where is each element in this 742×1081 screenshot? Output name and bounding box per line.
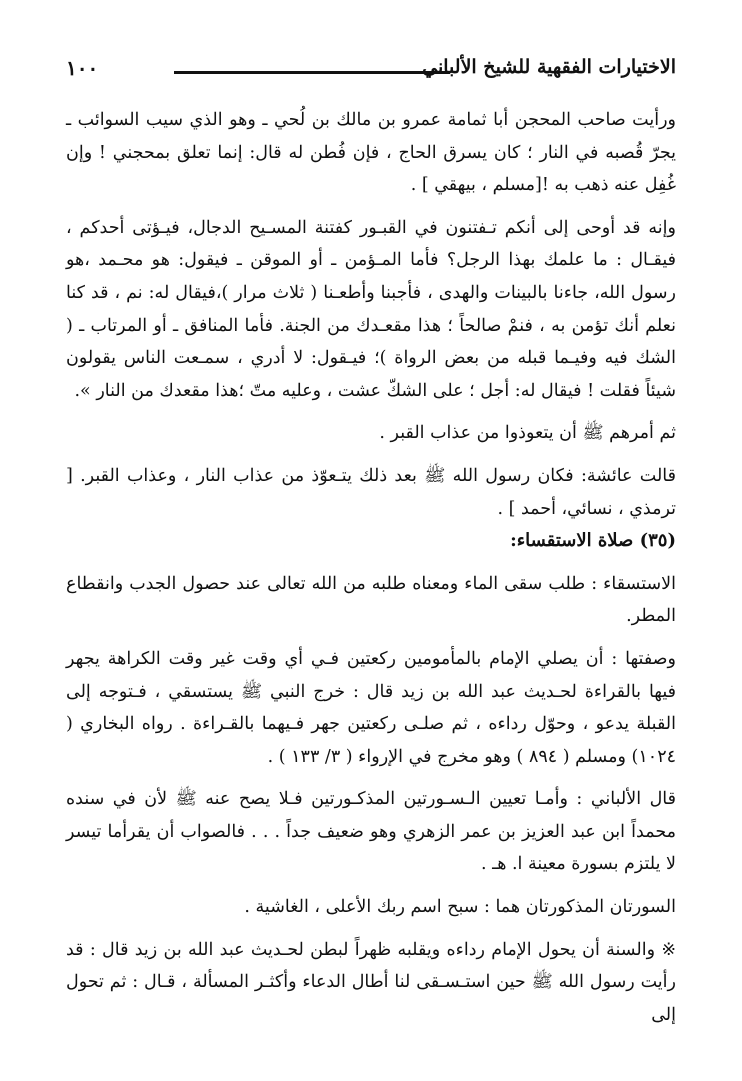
paragraph-albani: قال الألباني : وأمـا تعيين الـسـورتين المذكـورتين فـلا يصح عنه ﷺ لأن في سنده محمداً ابن عبد العزيز بن عمر الزهري وهو ضعيف جداً . . . فالصواب أن يقرأما تيسر لا يلتزم بسورة معينة ا. هـ .	[66, 789, 676, 875]
book-title: الاختيارات الفقهية للشيخ الألباني	[422, 56, 676, 78]
paragraph-3: ثم أمرهم ﷺ أن يتعوذوا من عذاب القبر .	[379, 423, 676, 444]
page-number: ١٠٠	[66, 56, 99, 80]
paragraph-definition: الاستسقاء : طلب سقى الماء ومعناه طلبه من الله تعالى عند حصول الجدب وانقطاع المطر.	[66, 573, 676, 627]
paragraph-1: ورأيت صاحب المحجن أبا ثمامة عمرو بن مالك بن لُحي ـ وهو الذي سيب السوائب ـ يجرّ قُصبه في النار ؛ كان يسرق الحاج ، فإن فُطن له قال: إنما تعلق بمحجني ! وإن غُفِل عنه ذهب به ![مسلم ، بيهقي ] .	[66, 110, 676, 196]
page-body	[66, 104, 676, 1031]
paragraph-2: وإنه قد أوحى إلى أنكم تـفتنون في القبـور كفتنة المسـيح الدجال، فيـؤتى أحدكم ، فيقـال : ما علمك بهذا الرجل؟ فأما المـؤمن ـ أو الموقن ـ فيقول: هو محـمد ،هو رسول الله، جاءنا بالبينات والهدى ، فأجبنا وأطعـنا ( ثلاث مرار )،فيقال له: نم ، قد كنا نعلم أنك تؤمن به ، فنمْ صالحاً ؛ هذا مقعـدك من الجنة. فأما المنافق ـ أو المرتاب ـ ( الشك فيه وفيـما قبله من بعض الرواة )؛ فيـقول: لا أدري ، سمـعت الناس يقولون شيئاً فقلت ! فيقال له: أجل ؛ على الشكّ عشت ، وعليه متّ ؛هذا مقعدك من النار ».	[66, 217, 676, 401]
paragraph-surahs: السورتان المذكورتان هما : سبح اسم ربك الأعلى ، الغاشية .	[244, 897, 676, 918]
header-rule	[174, 71, 450, 74]
running-header	[66, 56, 676, 86]
paragraph-sunnah: ※ والسنة أن يحول الإمام رداءه ويقلبه ظهراً لبطن لحـديث عبد الله بن زيد قال : قد رأيت رسول الله ﷺ حين استـسـقى لنا أطال الدعاء وأكثـر المسألة ، قـال : ثم تحول إلى	[66, 939, 676, 1025]
paragraph-description: وصفتها : أن يصلي الإمام بالمأمومين ركعتين فـي أي وقت غير وقت الكراهة يجهر فيها بالقراءة لحـديث عبد الله بن زيد قال : خرج النبي ﷺ يستسقي ، فـتوجه إلى القبلة يدعو ، وحوّل رداءه ، ثم صلـى ركعتين جهر فـيهما بالقـراءة . رواه البخاري ( ١٠٢٤) ومسلم ( ٨٩٤ ) وهو مخرج في الإرواء ( ٣/ ١٣٣ ) .	[66, 648, 676, 767]
section-heading: (٣٥) صلاة الاستقساء:	[510, 530, 676, 552]
paragraph-4: قالت عائشة: فكان رسول الله ﷺ بعد ذلك يتـعوّذ من عذاب النار ، وعذاب القبر. [ ترمذي ، نسائي، أحمد ] .	[66, 465, 676, 519]
